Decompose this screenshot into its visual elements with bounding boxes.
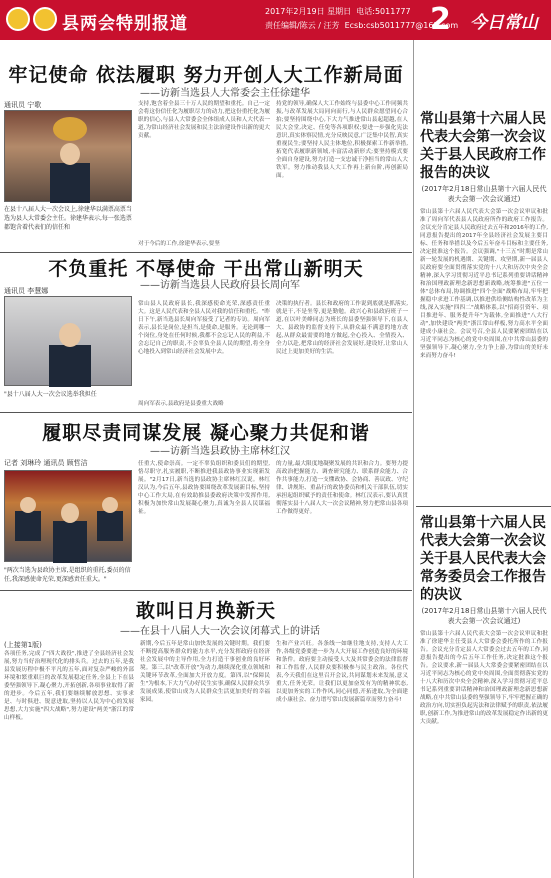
article3-caption: "两次当选为县政协主席,是组织的重托,委员的信任,我深感使命光荣,更深感责任重大。" <box>4 567 131 583</box>
resolution2-subtitle: (2017年2月18日常山县第十六届人民代表大会第一次会议通过) <box>421 607 547 625</box>
issue-date: 2017年2月19日 星期日 <box>265 7 352 16</box>
section-title: 县两会特别报道 <box>62 14 188 34</box>
resolution1-title: 常山县第十六届人民代表大会第一次会议关于县人民政府工作报告的决议 <box>420 111 546 181</box>
column-divider <box>413 40 414 878</box>
article4-subtitle: ——在县十八届人大一次会议闭幕式上的讲话 <box>120 626 320 637</box>
page-number: 2 <box>430 2 451 37</box>
article3-title: 履职尽责同谋发展 凝心聚力共促和谐 <box>42 422 370 444</box>
article4-text-a: 各项任务,完成了"四大战役",推进了全县经济社会发展,努力当好治理现代化的排头兵。过去的五年,是我县发展历程中极不平凡的五年,面对复杂严峻的外部环境和繁重艰巨的改革发展稳定任务,全县上下在县委坚强领导下,凝心聚力,开拓创新,各项事业取得了新的进步。今后五年,我们要继续解放思想、实事求是、与时俱进、锐意进取,坚持以人民为中心的发展思想,大力实施"四大战略",努力建设"两美"浙江的常山样板。 <box>4 651 134 721</box>
article2-byline: 通讯员 李慧娜 <box>4 287 49 295</box>
article1-title: 牢记使命 依法履职 努力开创人大工作新局面 <box>8 64 404 86</box>
article3-text-a: 任重大,使命崇高。一定不辜负组织和委员们的期望,恪尽职守,扎实履职,不断推进我县政协事业实现新发展。"2月17日,新当选的县政协主席林红汉说。林红汉认为,今后五年,县政协要围绕改革发展新目标,坚持中心工作大局,在有效助推县委政府决策中发挥作用,积极为加快常山发展凝心聚力,真诚为全县人民谋福祉。 <box>138 461 270 515</box>
article1-caption: 在县十八届人大一次会议上,徐建华以满票高票当选为县人大常委会主任。徐建华表示,每一张选票都饱含着代表们的信任和 <box>4 206 132 231</box>
article1-byline: 通讯员 宁歌 <box>4 101 42 109</box>
article2-subtitle: ——访新当选县人民政府县长周向军 <box>140 280 300 291</box>
article2-title: 不负重托 不辱使命 干出常山新明天 <box>48 258 364 280</box>
phone: 电话:5011777 <box>356 7 411 16</box>
resolution1-subtitle: (2017年2月18日常山县第十六届人民代表大会第一次会议通过) <box>421 185 547 203</box>
article1-quote: 对于今后的工作,徐建华表示,要坚 <box>138 241 220 247</box>
article2-caption: "县十八届人大一次会议选举我担任 <box>4 391 97 398</box>
resolution2-title: 常山县第十六届人民代表大会第一次会议关于县人民代表大会常务委员会工作报告的决议 <box>420 515 546 603</box>
page-header <box>0 0 551 40</box>
resolution2-text: 常山县第十六届人民代表大会第一次会议审议和批准了徐建华主任受县人大常委会委托所作的工作报告。会议充分肯定县人大常委会过去五年的工作,同意报告提出的今后五年工作任务,决定批准这个报告。会议要求,新一届县人大常委会要紧密团结在以习近平同志为核心的党中央周围,全面贯彻落实党的十八大和历次中央全会精神,深入学习贯彻习近平总书记系列重要讲话精神和治国理政新理念新思想新战略,在中共常山县委的坚强领导下,牢牢把握正确的政治方向,切实担负起宪法和法律赋予的职责,依法履职,创新工作,为推进常山的改革发展稳定作出新的更大贡献。 <box>420 631 548 725</box>
resolution1-text: 常山县第十六届人民代表大会第一次会议审议和批准了周向军代表县人民政府所作的政府工作报告。会议充分肯定县人民政府过去五年和2016年的工作,同意报告提出的2017年全县经济社会发展主要目标、任务和举措以及今后五年奋斗目标和主要任务,决定批准这个报告。会议强调,"十三五"时期是常山新一轮发展的机遇期、关键期、攻坚期,新一届县人民政府要全面贯彻落实党的十八大和历次中央全会精神,深入学习贯彻习近平总书记系列重要讲话精神和治国理政新理念新思想新战略,统筹推进"五位一体"总体布局,协调推进"四个全面"战略布局,牢牢把握稳中求进工作基调,以推进供给侧结构性改革为主线,深入实施"四四二"战略体系,以"招商引资年、项目推进年、服务提升年"为载体,全面推进"八大行动",加快建设"两美"浙江常山样板,努力高水平全面建成小康社会。会议号召,全县人民要紧密团结在以习近平同志为核心的党中央周围,在中共常山县委的坚强领导下,凝心聚力,全力争上游,为常山的美好未来而努力奋斗! <box>420 209 548 359</box>
resolution-government-report <box>420 110 548 508</box>
article1-photo <box>4 110 132 202</box>
resolution-standing-committee-report <box>420 514 548 840</box>
article4-text-b: 新期,今后五年是常山加快发展的关键时期。我们要不断提高服务群众的能力水平,充分发挥政府在经济社会发展中的主导作用,全力打造干事创业的良好环境。第三,以"改革开放"为动力,继续深化重点领域和关键环节改革,全面加大开放力度。第四,以"保障民生"为根本,下大力气办好民生实事,确保人民群众共享发展成果,使常山成为人民群众生活更加美好的幸福家园。 <box>140 641 270 703</box>
editors: 责任编辑/陈云 / 汪芳 <box>265 21 340 30</box>
article3-subtitle: ——访新当选县政协主席林红汉 <box>150 446 290 457</box>
national-emblem-icon <box>33 7 57 31</box>
divider <box>0 412 412 413</box>
article3-photo <box>4 470 132 562</box>
divider <box>416 506 551 507</box>
article3-byline: 记者 刘琳玲 通讯员 顾哲洁 <box>4 459 88 467</box>
divider <box>0 590 412 591</box>
email: Ecsb:csb5011777@163.com <box>344 21 459 30</box>
article4-byline: (上接第1版) <box>4 641 42 649</box>
article2-text-a: 常山县人民政府县长,我深感使命光荣,深感责任重大。这是人民代表和全县人民对我的信任和重托。"昨日下午,新当选县长周向军接受了记者的专访。周向军表示,县长是岗位,是担当,是使命,是服务。无论到哪一个岗位,身处在任何时候,我都不会忘记人民的利益,不会忘记自己的职责,不会辜负全县人民的期望,将全身心地投入到常山经济社会发展中去。 <box>138 301 270 355</box>
article3-text-b: 的力量,最大限度地凝聚发展的共识和合力。要努力提高政治把握能力、调查研究能力、联系群众能力、合作共事能力,打造一支懂政协、会协商、善议政、守纪律、讲规矩、重品行的政协委员和机关干部队伍,切实承担起组织赋予的责任和使命。林红汉表示,要认真贯彻落实县十八届人大一次会议精神,努力把常山县各项工作做得更好。 <box>276 461 408 515</box>
article1-text-a: 支持,饱含着全县三十万人民的期望和重托。自己一定会将这份信任化为履职尽力的动力,把这份重托化为履职的信心,与县人大常委会全体组成人员和人大代表一道,为常山经济社会发展和民主法治建设作出新的更大贡献。 <box>138 101 270 139</box>
article2-text-b: 决策的执行者。县长和政府的工作说到底就是抓落实,就是干,不是坐等,更是勤勉。政兴心和县政府班子一道,在以叶美峰同志为班长的县委坚强领导下,在县人大、县政协的监督支持下,从群众最不满意的地方改起,从群众最需要的地方做起,全心投入、全情投入、全力以赴,把常山的经济社会发展好,建设好,让常山人民过上更加美好的生活。 <box>276 301 408 355</box>
divider <box>0 252 412 253</box>
article4-text-c: 生和产业兴旺。各条线一如继往地支持,支持人大工作,各级党委要进一步为人大开展工作创造良好的环境和条件。政府要主动接受人大及其常委会的法律监督和工作监督,人民群众要积极参与民主政治。各位代表,今天我们在这里召开会议,共同谋划未来发展,意义重大,任务光荣。让我们以更加奋发有为的精神状态,以更加务实的工作作风,同心同德,开拓进取,为全面建成小康社会、奋力谱写常山发展新篇章而努力奋斗! <box>276 641 408 703</box>
party-emblem-icon <box>6 7 30 31</box>
article2-photo <box>4 296 132 386</box>
newspaper-logo: 今日常山 <box>470 13 538 33</box>
article2-quote: 周向军表示,县政府是县委重大战略 <box>138 401 224 407</box>
article4-title: 敢叫日月换新天 <box>135 600 276 622</box>
article1-subtitle: ——访新当选县人大常委会主任徐建华 <box>140 88 310 99</box>
article1-text-b: 持党的领导,确保人大工作始终与县委中心工作同频共振,与改革发展大局同向而行,与人民群众愿望同心合拍;要坚持围绕中心,下大力气推进常山县起超越,在人民大会堂,决定、任免等各项职权;要进一步强化宪法意识,真实体察民情,充分反映民意,广泛集中民智,真实重视民生;要坚持人民主体地位,积极探索工作新举措,拓宽代表履职新领域,丰富活动新形式;要坚持模式要全面自身建设,努力打造一支忠诚干净担当的常山人大铁军。努力推动我县人大工作再上新台阶,再创新局面。 <box>276 101 408 179</box>
